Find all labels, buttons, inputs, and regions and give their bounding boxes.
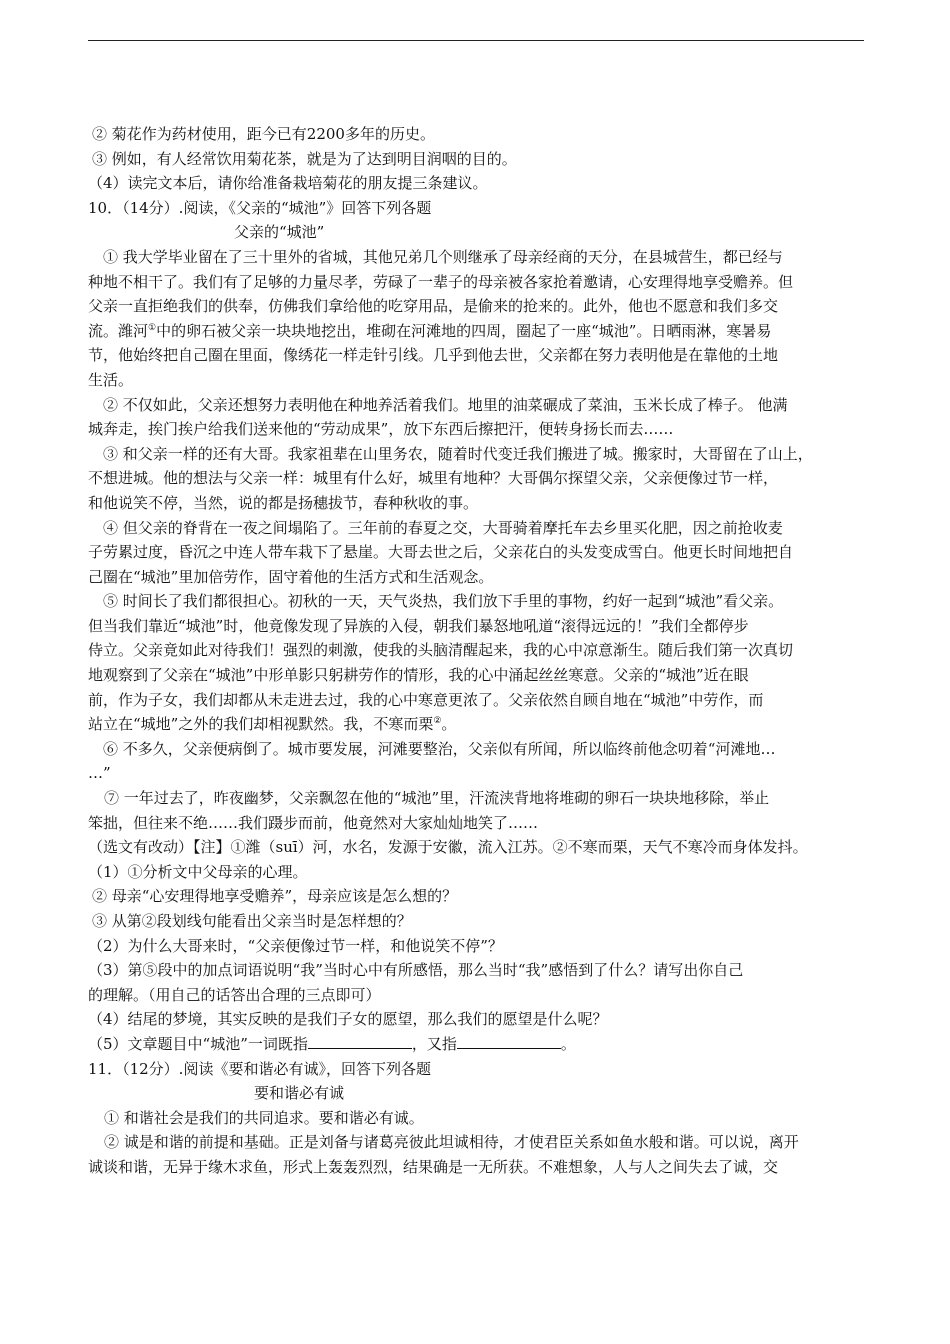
paragraph-line: 种地不相干了。我们有了足够的力量尽孝，劳碌了一辈子的母亲被各家抢着邀请，心安理得地享受赡养。但 (88, 272, 794, 291)
text-segment: 。 (441, 715, 457, 734)
text-segment: 站立在“城地”之外的我们却相视默然。我，不寒而栗 (88, 715, 434, 734)
paragraph-line: ④ 但父亲的脊背在一夜之间塌陷了。三年前的春夏之交，大哥骑着摩托车去乡里买化肥，因之前抢收麦 (103, 518, 783, 537)
text-segment: （5）文章题目中“城池”一词既指 (88, 1034, 308, 1053)
paragraph-line: 诚谈和谐，无异于缘木求鱼，形式上轰轰烈烈，结果确是一无所获。不难想象，人与人之间失去了诚，交 (88, 1157, 779, 1176)
paragraph-line: 和他说笑不停，当然，说的都是扬穗拔节，春种秋收的事。 (88, 493, 479, 512)
fill-in-question (88, 1032, 868, 1057)
text-segment: 流。潍河 (88, 321, 149, 340)
paragraph-line: ① 我大学毕业留在了三十里外的省城，其他兄弟几个则继承了母亲经商的天分，在县城营生，都已经与 (103, 247, 783, 266)
article-title: 要和谐必有诚 (254, 1084, 345, 1103)
document-body (88, 122, 868, 1180)
paragraph-line: 地观察到了父亲在“城池”中形单影只躬耕劳作的情形，我的心中涌起丝丝寒意。父亲的“城池”近在眼 (88, 666, 749, 685)
paragraph-line: 城奔走，挨门挨户给我们送来他的“劳动成果”，放下东西后擦把汗，便转身扬长而去…… (88, 420, 674, 439)
text-segment: 中的卵石被父亲一块块地挖出，堆砌在河滩地的四周，圈起了一座“城池”。日晒雨淋，寒暑易 (156, 321, 772, 340)
paragraph-line: 前，作为子女，我们却都从未走进去过，我的心中寒意更浓了。父亲依然自顾自地在“城池”中劳作，而 (88, 690, 764, 709)
paragraph-line: 笨拙，但往来不绝……我们蹑步而前，他竟然对大家灿灿地笑了…… (88, 813, 539, 832)
paragraph-line: …” (88, 764, 111, 783)
paragraph-line: ⑦ 一年过去了，昨夜幽梦，父亲飘忽在他的“城池”里，汗流浃背地将堆砌的卵石一块块地移除，举止 (104, 789, 770, 808)
paragraph-line: ⑤ 时间长了我们都很担心。初秋的一天，天气炎热，我们放下手里的事物，约好一起到“城池”看父亲。 (103, 592, 784, 611)
question-line: （2）为什么大哥来时，“父亲便像过节一样，和他说笑不停”？ (88, 936, 503, 955)
text-line: ② 菊花作为药材使用，距今已有2200多年的历史。 (92, 125, 435, 143)
paragraph-line: ② 不仅如此，父亲还想努力表明他在种地养活着我们。地里的油菜碾成了菜油，玉米长成了棒子。 他满 (103, 395, 788, 414)
question-line: 的理解。（用自己的话答出合理的三点即可） (88, 985, 381, 1004)
footnote-marker: ② (433, 716, 442, 727)
question-line: （1）①分析文中父母亲的心理。 (88, 862, 308, 881)
paragraph-line: ② 诚是和谐的前提和基础。正是刘备与诸葛亮彼此坦诚相待，才使君臣关系如鱼水般和谐。可以说，离开 (104, 1133, 799, 1152)
paragraph-line: ③ 和父亲一样的还有大哥。我家祖辈在山里务农，随着时代变迁我们搬进了城。搬家时，大哥留在了山上， (103, 444, 813, 463)
paragraph-line (88, 319, 868, 344)
paragraph-line: ① 和谐社会是我们的共同追求。要和谐必有诚。 (104, 1108, 424, 1127)
text-line: （4）读完文本后，请你给准备栽培菊花的朋友提三条建议。 (88, 174, 488, 193)
paragraph-line: 生活。 (88, 370, 134, 389)
header-rule (88, 40, 864, 41)
question-10-heading: 10．（14分）.阅读，《父亲的“城池”》回答下列各题 (88, 198, 432, 217)
paragraph-line: 父亲一直拒绝我们的供奉，仿佛我们拿给他的吃穿用品，是偷来的抢来的。此外，他也不愿意和我们多交 (88, 297, 779, 316)
answer-blank[interactable] (457, 1032, 561, 1049)
answer-blank[interactable] (308, 1032, 412, 1049)
question-line: ③ 从第②段划线句能看出父亲当时是怎样想的？ (92, 912, 412, 930)
paragraph-line (88, 712, 868, 737)
article-title: 父亲的“城池” (234, 223, 325, 242)
footnote-marker: ① (148, 322, 157, 333)
question-11-heading: 11．（12分）.阅读《要和谐必有诚》，回答下列各题 (88, 1059, 431, 1078)
question-line: （3）第⑤段中的加点词语说明“我”当时心中有所感悟，那么当时“我”感悟到了什么？请写出你自己 (88, 961, 744, 980)
paragraph-line: 不想进城。他的想法与父亲一样：城里有什么好，城里有地种？大哥偶尔探望父亲，父亲便像过节一样， (88, 469, 779, 488)
paragraph-line: 但当我们靠近“城池”时，他竟像发现了异族的入侵，朝我们暴怒地吼道“滚得远远的！”我们全都停步 (88, 616, 749, 635)
paragraph-line: 己圈在“城池”里加倍劳作，固守着他的生活方式和生活观念。 (88, 567, 494, 586)
text-segment: ，又指 (411, 1034, 457, 1053)
footnote-note: （选文有改动）【注】①潍（suī）河，水名，发源于安徽，流入江苏。②不寒而栗，天气不寒冷而身体发抖。 (88, 838, 808, 857)
text-segment: 。 (560, 1034, 576, 1053)
paragraph-line: 子劳累过度，昏沉之中连人带车栽下了悬崖。大哥去世之后，父亲花白的头发变成雪白。他更长时间地把自 (88, 543, 794, 562)
question-line: （4）结尾的梦境，其实反映的是我们子女的愿望，那么我们的愿望是什么呢？ (88, 1010, 608, 1029)
question-line: ② 母亲“心安理得地享受赡养”，母亲应该是怎么想的？ (92, 887, 458, 906)
paragraph-line: ⑥ 不多久，父亲便病倒了。城市要发展，河滩要整治，父亲似有所闻，所以临终前他念叨着“河滩地… (103, 739, 776, 758)
paragraph-line: 节，他始终把自己圈在里面，像绣花一样走针引线。几乎到他去世，父亲都在努力表明他是在靠他的土地 (88, 346, 779, 365)
text-line: ③ 例如，有人经常饮用菊花茶，就是为了达到明目润咽的目的。 (92, 149, 517, 168)
paragraph-line: 侍立。父亲竟如此对待我们！强烈的刺激，使我的头脑清醒起来，我的心中凉意渐生。随后我们第一次真切 (88, 641, 794, 660)
